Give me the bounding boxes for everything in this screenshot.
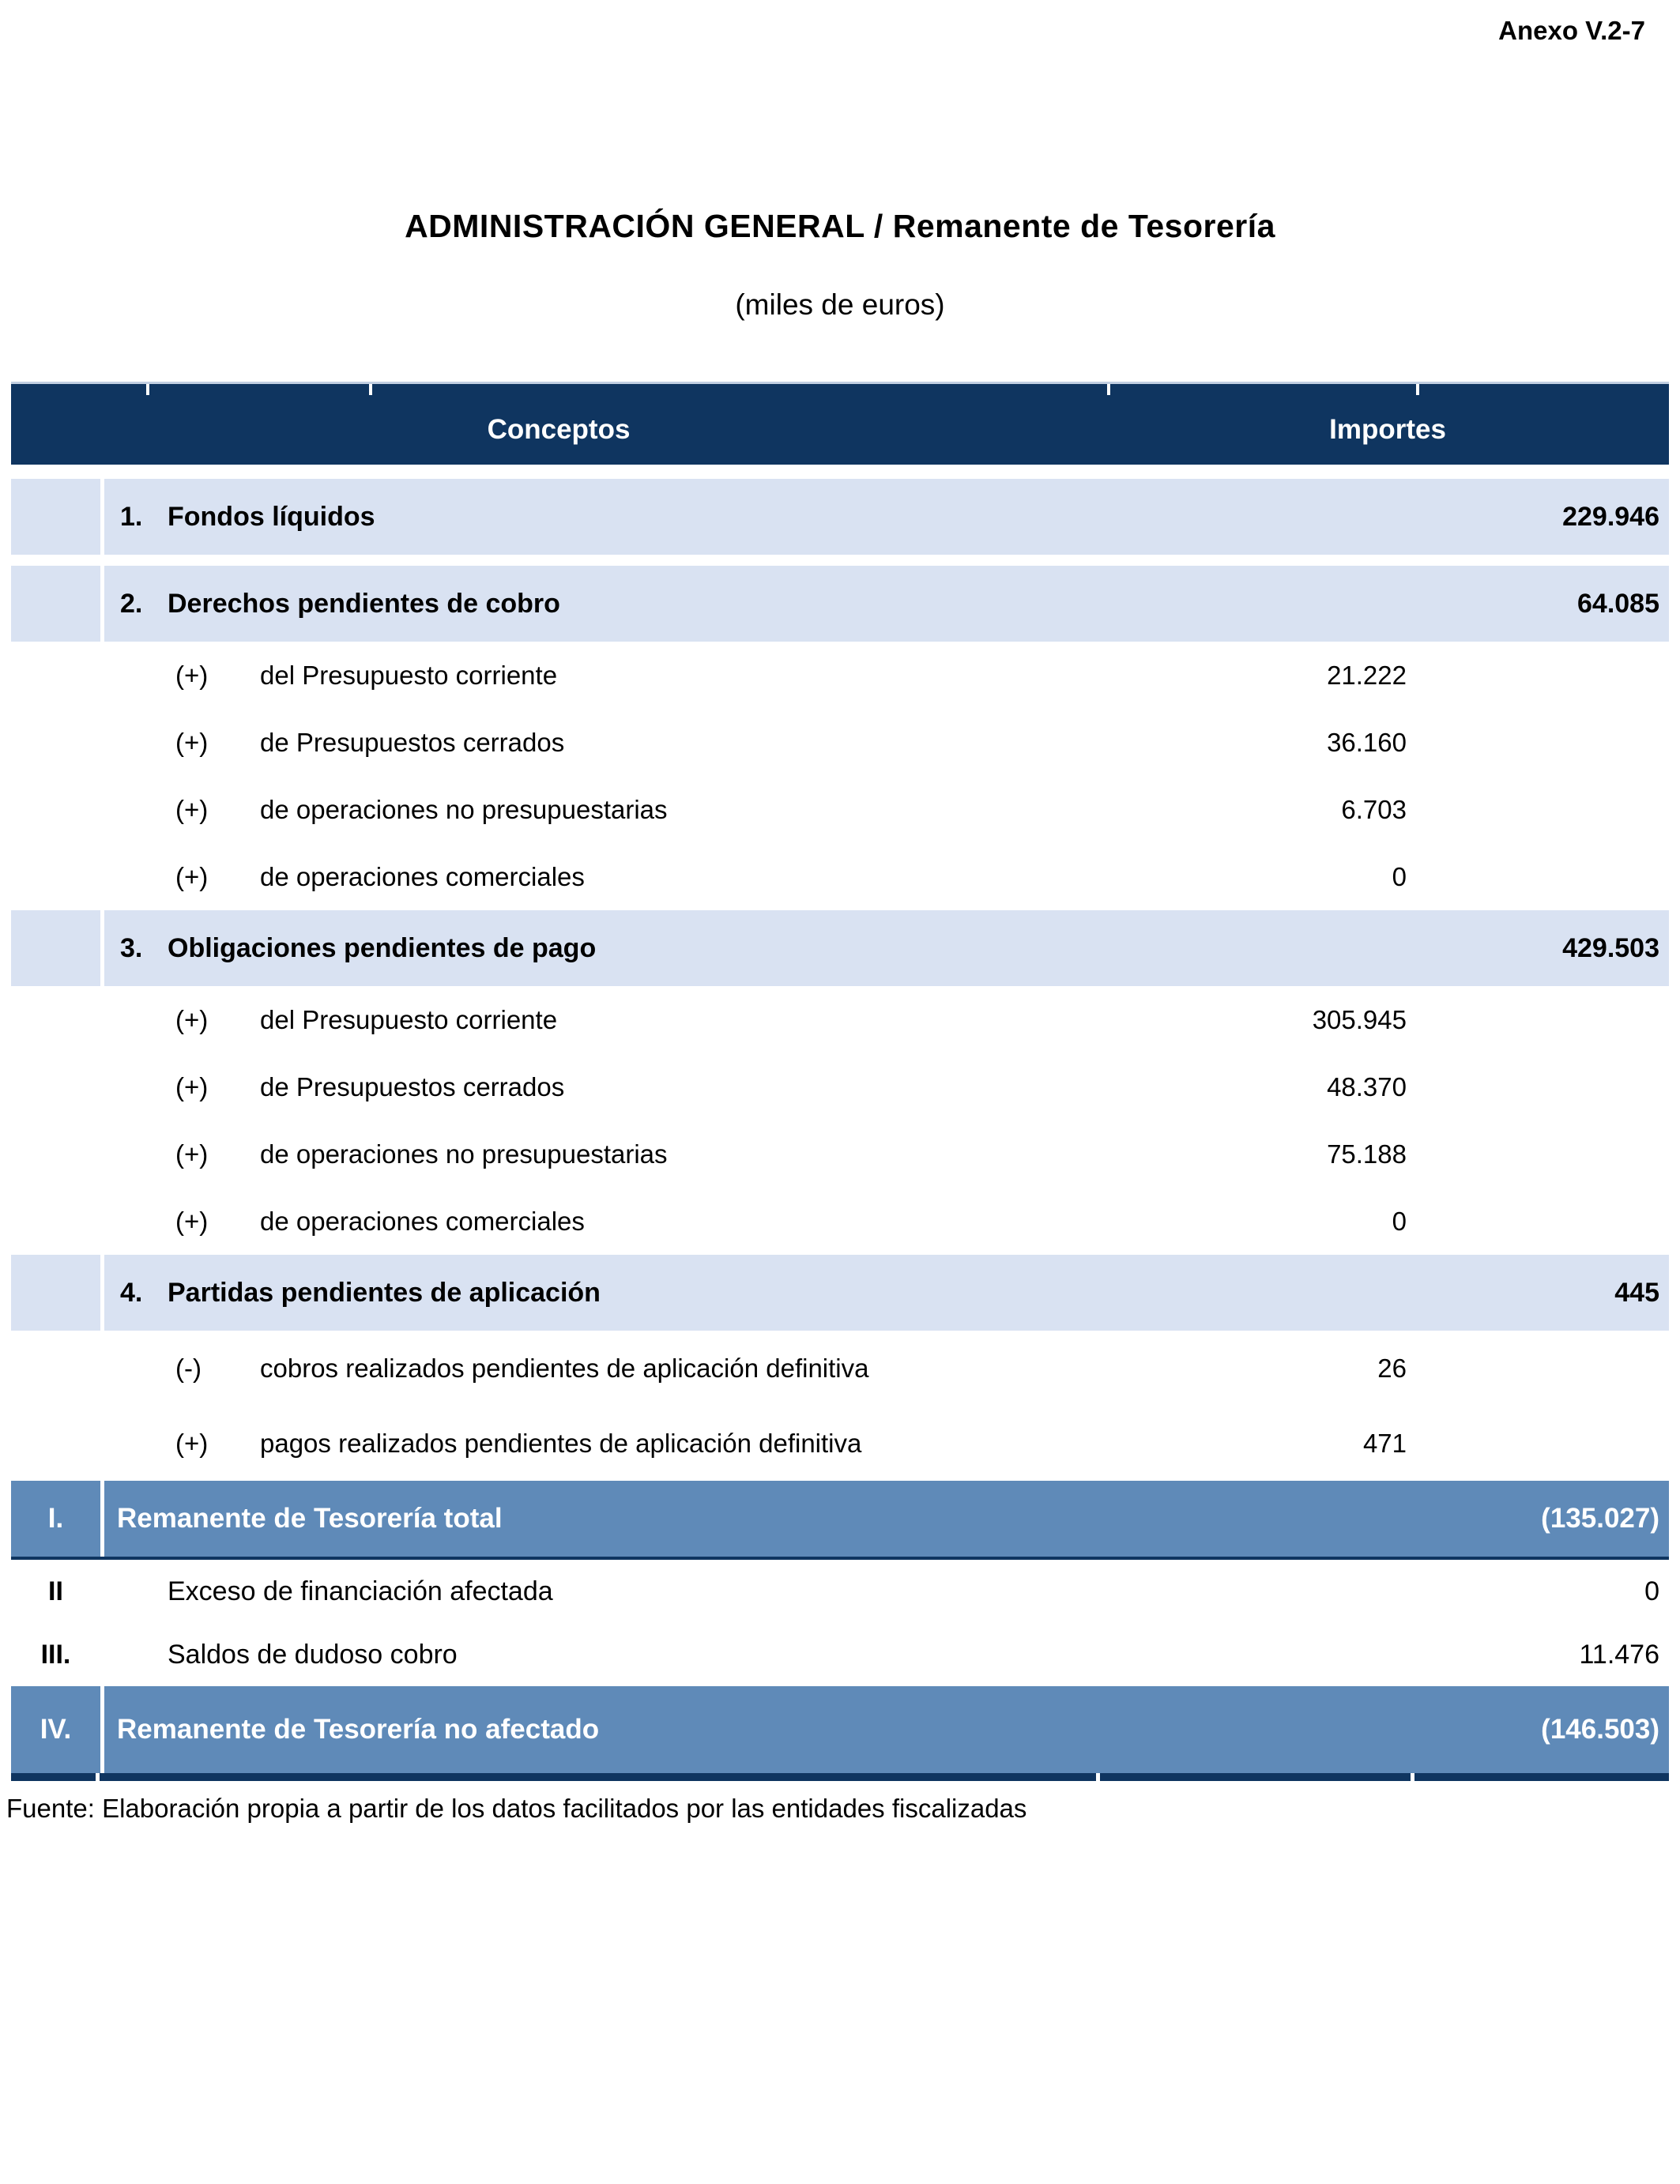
row-roman-cell — [11, 566, 104, 642]
row-amount — [1407, 843, 1669, 910]
row-subamount — [1106, 1623, 1407, 1686]
page-subtitle: (miles de euros) — [735, 288, 945, 321]
row-number: 3. — [120, 932, 143, 963]
row-amount: 11.476 — [1579, 1639, 1659, 1670]
row-number — [104, 1623, 168, 1686]
row-sign: (+) — [175, 1071, 209, 1101]
row-amount: 64.085 — [1577, 588, 1659, 619]
row-roman-cell — [11, 986, 104, 1053]
row-number — [104, 1331, 168, 1406]
row-roman-cell — [11, 1120, 104, 1188]
table-row-detail — [11, 642, 1669, 709]
table-row-detail — [11, 1053, 1669, 1120]
row-number: 4. — [120, 1277, 143, 1308]
row-label-text: cobros realizados pendientes de aplicación definitiva — [260, 1353, 869, 1383]
row-subamount — [1106, 1686, 1407, 1773]
row-subamount — [1106, 566, 1407, 642]
row-label-text: de operaciones comerciales — [260, 1206, 585, 1236]
row-number — [104, 843, 168, 910]
row-amount — [1407, 986, 1669, 1053]
row-roman-cell — [11, 1053, 104, 1120]
row-subamount: 21.222 — [1327, 660, 1407, 690]
table-row-total-i — [11, 1481, 1669, 1560]
column-header-conceptos: Conceptos — [487, 414, 631, 445]
row-roman-cell: II — [11, 1560, 104, 1623]
row-label-text: de Presupuestos cerrados — [260, 727, 565, 757]
row-roman-cell: IV. — [11, 1686, 104, 1773]
row-label-text: de operaciones no presupuestarias — [260, 1139, 668, 1169]
row-number — [104, 709, 168, 776]
row-sign: (-) — [175, 1353, 202, 1383]
table-row-detail — [11, 709, 1669, 776]
row-amount — [1407, 1406, 1669, 1481]
row-label: Obligaciones pendientes de pago — [168, 932, 597, 963]
row-sign: (+) — [175, 1428, 209, 1458]
row-label — [168, 1120, 1106, 1188]
table-row-ii — [11, 1560, 1669, 1623]
row-sign: (+) — [175, 1004, 209, 1034]
row-label — [168, 776, 1106, 843]
row-label-text: de Presupuestos cerrados — [260, 1071, 565, 1101]
table-row-detail — [11, 986, 1669, 1053]
row-amount — [1407, 1331, 1669, 1406]
row-number — [104, 986, 168, 1053]
row-subamount — [1106, 1560, 1407, 1623]
row-label: Partidas pendientes de aplicación — [168, 1277, 601, 1308]
row-number — [104, 1560, 168, 1623]
row-sign: (+) — [175, 727, 209, 757]
row-label — [168, 642, 1106, 709]
table-row-detail — [11, 776, 1669, 843]
row-label — [168, 709, 1106, 776]
row-number: 1. — [120, 501, 143, 532]
row-number — [104, 1188, 168, 1255]
row-amount: 0 — [1644, 1576, 1659, 1606]
row-subamount: 0 — [1392, 861, 1407, 891]
row-subamount: 6.703 — [1341, 794, 1407, 824]
row-amount — [1407, 1053, 1669, 1120]
table-bottom-border — [11, 1773, 1669, 1781]
row-subamount — [1106, 910, 1407, 986]
table-row-iii — [11, 1623, 1669, 1686]
row-label-text: de operaciones comerciales — [260, 861, 585, 891]
row-roman-cell — [11, 709, 104, 776]
row-roman-cell — [11, 642, 104, 709]
row-roman-cell — [11, 843, 104, 910]
row-number — [104, 1406, 168, 1481]
row-roman-cell: I. — [11, 1481, 104, 1557]
row-label: Fondos líquidos — [168, 501, 375, 532]
row-amount — [1407, 776, 1669, 843]
row-label — [168, 1406, 1106, 1481]
table-row-section-2 — [11, 566, 1669, 642]
row-label — [168, 843, 1106, 910]
row-number — [104, 1053, 168, 1120]
column-header-importes: Importes — [1329, 414, 1446, 445]
row-sign: (+) — [175, 794, 209, 824]
table-row-section-1 — [11, 479, 1669, 555]
row-label-text: del Presupuesto corriente — [260, 1004, 558, 1034]
treasury-table — [11, 382, 1669, 1781]
table-row-detail — [11, 1331, 1669, 1406]
row-label: Exceso de financiación afectada — [168, 1576, 553, 1606]
row-roman-cell — [11, 1188, 104, 1255]
row-sign: (+) — [175, 1206, 209, 1236]
row-subamount — [1106, 1481, 1407, 1557]
row-number: 2. — [120, 588, 143, 619]
row-label: Derechos pendientes de cobro — [168, 588, 560, 619]
table-row-detail — [11, 843, 1669, 910]
row-sign: (+) — [175, 1139, 209, 1169]
table-row-total-iv — [11, 1686, 1669, 1773]
row-sign: (+) — [175, 861, 209, 891]
row-amount: (135.027) — [1541, 1503, 1659, 1534]
row-roman-cell — [11, 776, 104, 843]
row-subamount — [1106, 1255, 1407, 1331]
row-label: Remanente de Tesorería no afectado — [117, 1714, 600, 1745]
row-subamount: 0 — [1392, 1206, 1407, 1236]
row-roman-cell — [11, 1255, 104, 1331]
row-label — [168, 1188, 1106, 1255]
row-label — [168, 1331, 1106, 1406]
row-amount — [1407, 642, 1669, 709]
table-header-row — [11, 395, 1669, 465]
row-amount: 229.946 — [1562, 501, 1659, 532]
row-label-text: pagos realizados pendientes de aplicación definitiva — [260, 1428, 862, 1458]
row-number — [104, 776, 168, 843]
row-subamount: 471 — [1362, 1428, 1407, 1458]
row-sign: (+) — [175, 660, 209, 690]
row-roman-cell — [11, 1406, 104, 1481]
table-top-border — [11, 382, 1669, 395]
row-amount: 445 — [1614, 1277, 1659, 1308]
row-amount — [1407, 1120, 1669, 1188]
row-roman-cell — [11, 1331, 104, 1406]
table-row-detail — [11, 1406, 1669, 1481]
row-label-text: del Presupuesto corriente — [260, 660, 558, 690]
row-label-text: de operaciones no presupuestarias — [260, 794, 668, 824]
row-subamount: 36.160 — [1327, 727, 1407, 757]
row-subamount: 305.945 — [1312, 1004, 1407, 1034]
row-subamount: 48.370 — [1327, 1071, 1407, 1101]
source-note: Fuente: Elaboración propia a partir de los datos facilitados por las entidades fiscalizadas — [6, 1794, 1027, 1823]
table-row-detail — [11, 1120, 1669, 1188]
row-roman-cell: III. — [11, 1623, 104, 1686]
table-row-section-3 — [11, 910, 1669, 986]
row-subamount: 26 — [1377, 1353, 1407, 1383]
row-label: Remanente de Tesorería total — [117, 1503, 503, 1534]
table-row-section-4 — [11, 1255, 1669, 1331]
row-amount — [1407, 709, 1669, 776]
annex-label: Anexo V.2-7 — [1498, 16, 1645, 45]
row-subamount — [1106, 479, 1407, 555]
row-number — [104, 642, 168, 709]
row-roman-cell — [11, 910, 104, 986]
row-amount: (146.503) — [1541, 1714, 1659, 1745]
row-number — [104, 1120, 168, 1188]
row-amount: 429.503 — [1562, 932, 1659, 963]
page-title: ADMINISTRACIÓN GENERAL / Remanente de Tesorería — [405, 208, 1275, 244]
row-amount — [1407, 1188, 1669, 1255]
row-subamount: 75.188 — [1327, 1139, 1407, 1169]
row-label — [168, 1053, 1106, 1120]
row-label — [168, 986, 1106, 1053]
row-roman-cell — [11, 479, 104, 555]
table-row-detail — [11, 1188, 1669, 1255]
row-label: Saldos de dudoso cobro — [168, 1639, 458, 1670]
